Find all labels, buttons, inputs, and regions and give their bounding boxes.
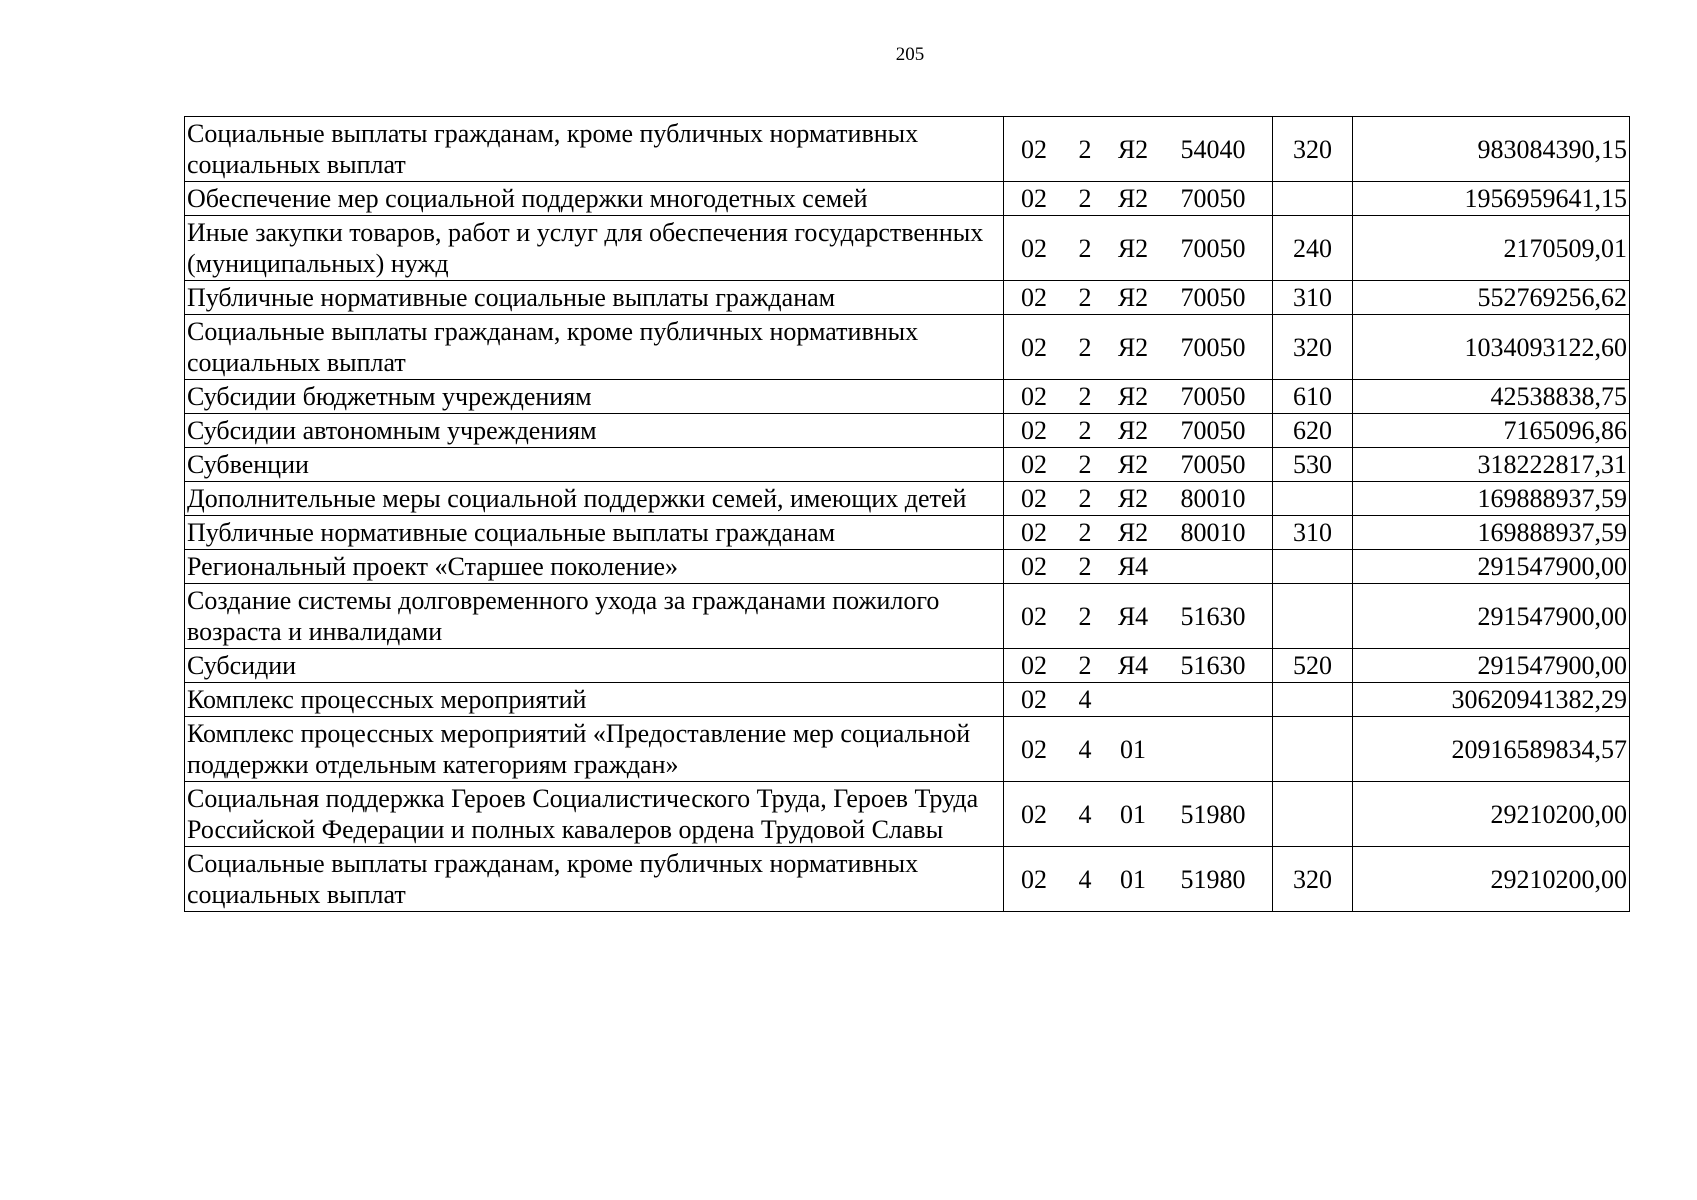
- program-code: 02: [1021, 651, 1047, 680]
- row-description: Субвенции: [185, 448, 1004, 482]
- subprogram-code: 4: [1078, 734, 1092, 764]
- table-row: [185, 584, 1630, 649]
- table-row: [185, 216, 1630, 281]
- project-code: Я2: [1117, 416, 1149, 445]
- project-code: Я2: [1117, 332, 1149, 362]
- row-expense-type: 520: [1273, 649, 1353, 683]
- row-expense-type: [1273, 482, 1353, 516]
- row-expense-type: 320: [1273, 847, 1353, 912]
- target-code-parts: [1004, 233, 1272, 264]
- program-code: 02: [1021, 601, 1047, 631]
- row-description: Обеспечение мер социальной поддержки многодетных семей: [185, 182, 1004, 216]
- project-code: Я2: [1117, 283, 1149, 312]
- row-description: Комплекс процессных мероприятий «Предоставление мер социальной поддержки отдельным категориям граждан»: [185, 717, 1004, 782]
- row-expense-type: [1273, 782, 1353, 847]
- direction-code: 51980: [1180, 864, 1246, 894]
- table-row: [185, 847, 1630, 912]
- project-code: 01: [1120, 734, 1146, 764]
- program-code: 02: [1021, 484, 1047, 513]
- row-description: Социальные выплаты гражданам, кроме публичных нормативных социальных выплат: [185, 847, 1004, 912]
- row-description: Дополнительные меры социальной поддержки семей, имеющих детей: [185, 482, 1004, 516]
- target-code-parts: [1004, 483, 1272, 514]
- row-amount: 1034093122,60: [1353, 315, 1630, 380]
- row-expense-type: 310: [1273, 516, 1353, 550]
- row-target-code: [1004, 584, 1273, 649]
- row-expense-type: [1273, 584, 1353, 649]
- row-description: Комплекс процессных мероприятий: [185, 683, 1004, 717]
- row-expense-type: [1273, 550, 1353, 584]
- row-description: Социальная поддержка Героев Социалистического Труда, Героев Труда Российской Федерации и полных кавалеров ордена Трудовой Славы: [185, 782, 1004, 847]
- subprogram-code: 2: [1078, 382, 1092, 411]
- row-description: Создание системы долговременного ухода за гражданами пожилого возраста и инвалидами: [185, 584, 1004, 649]
- row-description: Региональный проект «Старшее поколение»: [185, 550, 1004, 584]
- table-row: [185, 516, 1630, 550]
- row-target-code: [1004, 782, 1273, 847]
- row-expense-type: 530: [1273, 448, 1353, 482]
- direction-code: 54040: [1180, 134, 1246, 164]
- budget-table: [184, 116, 1630, 912]
- direction-code: 70050: [1180, 332, 1246, 362]
- row-target-code: [1004, 281, 1273, 315]
- row-amount: 318222817,31: [1353, 448, 1630, 482]
- subprogram-code: 2: [1078, 484, 1092, 513]
- program-code: 02: [1021, 416, 1047, 445]
- subprogram-code: 2: [1078, 518, 1092, 547]
- program-code: 02: [1021, 134, 1047, 164]
- row-description: Социальные выплаты гражданам, кроме публичных нормативных социальных выплат: [185, 315, 1004, 380]
- direction-code: 80010: [1180, 518, 1246, 547]
- target-code-parts: [1004, 551, 1272, 582]
- project-code: Я2: [1117, 518, 1149, 547]
- table-row: [185, 550, 1630, 584]
- program-code: 02: [1021, 332, 1047, 362]
- program-code: 02: [1021, 382, 1047, 411]
- project-code: Я4: [1117, 651, 1149, 680]
- target-code-parts: [1004, 134, 1272, 165]
- project-code: Я2: [1117, 484, 1149, 513]
- target-code-parts: [1004, 332, 1272, 363]
- program-code: 02: [1021, 734, 1047, 764]
- program-code: 02: [1021, 685, 1047, 714]
- table-row: [185, 782, 1630, 847]
- direction-code: 80010: [1180, 484, 1246, 513]
- row-expense-type: 240: [1273, 216, 1353, 281]
- target-code-parts: [1004, 799, 1272, 830]
- target-code-parts: [1004, 601, 1272, 632]
- row-target-code: [1004, 448, 1273, 482]
- table-row: [185, 717, 1630, 782]
- target-code-parts: [1004, 684, 1272, 715]
- row-expense-type: [1273, 182, 1353, 216]
- row-amount: 552769256,62: [1353, 281, 1630, 315]
- table-row: [185, 414, 1630, 448]
- project-code: 01: [1120, 864, 1146, 894]
- target-code-parts: [1004, 864, 1272, 895]
- target-code-parts: [1004, 282, 1272, 313]
- target-code-parts: [1004, 183, 1272, 214]
- subprogram-code: 2: [1078, 184, 1092, 213]
- subprogram-code: 4: [1078, 864, 1092, 894]
- table-row: [185, 182, 1630, 216]
- row-amount: 30620941382,29: [1353, 683, 1630, 717]
- row-description: Публичные нормативные социальные выплаты гражданам: [185, 281, 1004, 315]
- row-target-code: [1004, 182, 1273, 216]
- program-code: 02: [1021, 184, 1047, 213]
- direction-code: 51630: [1180, 651, 1246, 680]
- target-code-parts: [1004, 449, 1272, 480]
- row-target-code: [1004, 216, 1273, 281]
- table-row: [185, 117, 1630, 182]
- direction-code: 70050: [1180, 283, 1246, 312]
- row-expense-type: 610: [1273, 380, 1353, 414]
- row-expense-type: [1273, 683, 1353, 717]
- table-row: [185, 649, 1630, 683]
- subprogram-code: 2: [1078, 416, 1092, 445]
- table-row: [185, 315, 1630, 380]
- project-code: Я2: [1117, 382, 1149, 411]
- row-description: Иные закупки товаров, работ и услуг для обеспечения государственных (муниципальных) нужд: [185, 216, 1004, 281]
- row-target-code: [1004, 649, 1273, 683]
- program-code: 02: [1021, 864, 1047, 894]
- row-expense-type: 320: [1273, 315, 1353, 380]
- row-amount: 291547900,00: [1353, 649, 1630, 683]
- target-code-parts: [1004, 734, 1272, 765]
- row-amount: 2170509,01: [1353, 216, 1630, 281]
- target-code-parts: [1004, 415, 1272, 446]
- project-code: Я4: [1117, 601, 1149, 631]
- row-target-code: [1004, 482, 1273, 516]
- row-expense-type: [1273, 717, 1353, 782]
- table-row: [185, 448, 1630, 482]
- target-code-parts: [1004, 381, 1272, 412]
- row-amount: 291547900,00: [1353, 550, 1630, 584]
- row-description: Субсидии: [185, 649, 1004, 683]
- row-target-code: [1004, 380, 1273, 414]
- row-description: Субсидии автономным учреждениям: [185, 414, 1004, 448]
- row-target-code: [1004, 717, 1273, 782]
- project-code: Я2: [1117, 450, 1149, 479]
- row-amount: 20916589834,57: [1353, 717, 1630, 782]
- program-code: 02: [1021, 799, 1047, 829]
- project-code: 01: [1120, 799, 1146, 829]
- subprogram-code: 2: [1078, 450, 1092, 479]
- row-amount: 169888937,59: [1353, 516, 1630, 550]
- direction-code: 70050: [1180, 450, 1246, 479]
- subprogram-code: 2: [1078, 552, 1092, 581]
- direction-code: 70050: [1180, 416, 1246, 445]
- row-amount: 42538838,75: [1353, 380, 1630, 414]
- target-code-parts: [1004, 517, 1272, 548]
- target-code-parts: [1004, 650, 1272, 681]
- row-target-code: [1004, 550, 1273, 584]
- subprogram-code: 2: [1078, 601, 1092, 631]
- row-target-code: [1004, 117, 1273, 182]
- table-row: [185, 683, 1630, 717]
- row-target-code: [1004, 315, 1273, 380]
- row-expense-type: 320: [1273, 117, 1353, 182]
- row-description: Публичные нормативные социальные выплаты гражданам: [185, 516, 1004, 550]
- row-description: Социальные выплаты гражданам, кроме публичных нормативных социальных выплат: [185, 117, 1004, 182]
- row-target-code: [1004, 414, 1273, 448]
- direction-code: 70050: [1180, 184, 1246, 213]
- row-expense-type: 620: [1273, 414, 1353, 448]
- budget-table-body: [185, 117, 1630, 912]
- subprogram-code: 4: [1078, 799, 1092, 829]
- row-amount: 7165096,86: [1353, 414, 1630, 448]
- row-expense-type: 310: [1273, 281, 1353, 315]
- table-row: [185, 281, 1630, 315]
- subprogram-code: 2: [1078, 134, 1092, 164]
- direction-code: 70050: [1180, 233, 1246, 263]
- project-code: Я2: [1117, 233, 1149, 263]
- program-code: 02: [1021, 283, 1047, 312]
- direction-code: 51630: [1180, 601, 1246, 631]
- row-target-code: [1004, 683, 1273, 717]
- row-amount: 983084390,15: [1353, 117, 1630, 182]
- direction-code: 51980: [1180, 799, 1246, 829]
- subprogram-code: 2: [1078, 332, 1092, 362]
- subprogram-code: 2: [1078, 233, 1092, 263]
- row-target-code: [1004, 847, 1273, 912]
- row-target-code: [1004, 516, 1273, 550]
- project-code: Я4: [1117, 552, 1149, 581]
- project-code: Я2: [1117, 184, 1149, 213]
- direction-code: 70050: [1180, 382, 1246, 411]
- row-amount: 291547900,00: [1353, 584, 1630, 649]
- row-description: Субсидии бюджетным учреждениям: [185, 380, 1004, 414]
- row-amount: 29210200,00: [1353, 847, 1630, 912]
- program-code: 02: [1021, 518, 1047, 547]
- row-amount: 169888937,59: [1353, 482, 1630, 516]
- project-code: Я2: [1117, 134, 1149, 164]
- table-row: [185, 380, 1630, 414]
- subprogram-code: 4: [1078, 685, 1092, 714]
- program-code: 02: [1021, 233, 1047, 263]
- program-code: 02: [1021, 552, 1047, 581]
- row-amount: 29210200,00: [1353, 782, 1630, 847]
- program-code: 02: [1021, 450, 1047, 479]
- row-amount: 1956959641,15: [1353, 182, 1630, 216]
- subprogram-code: 2: [1078, 651, 1092, 680]
- table-row: [185, 482, 1630, 516]
- subprogram-code: 2: [1078, 283, 1092, 312]
- page-number: 205: [895, 44, 925, 65]
